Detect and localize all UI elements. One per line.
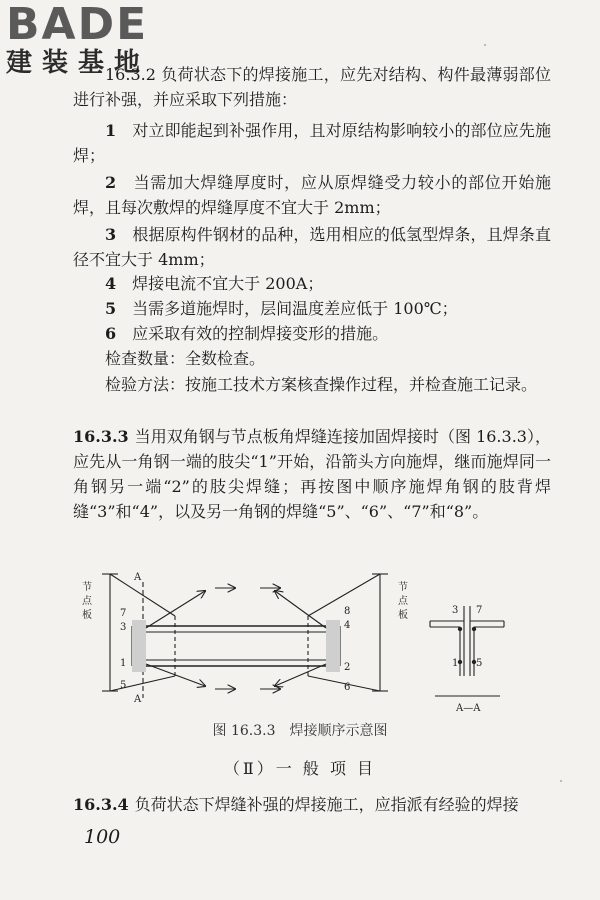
page-number: 100 bbox=[84, 826, 121, 848]
item-text: 焊接电流不宜大于 200A； bbox=[132, 274, 324, 293]
weld-number: 6 bbox=[344, 682, 351, 693]
item-number: 6 bbox=[105, 324, 117, 343]
clause-16-3-2-intro: 16.3.2 负荷状态下的焊接施工，应先对结构、构件最薄弱部位进行补强，并应采取下列措施： bbox=[73, 65, 551, 109]
list-item bbox=[73, 118, 551, 168]
logo-subtitle: 建装基地 bbox=[6, 48, 151, 78]
clause-16-3-3 bbox=[73, 424, 551, 524]
item-number: 3 bbox=[105, 225, 117, 244]
list-item bbox=[73, 296, 551, 321]
item-number: 5 bbox=[105, 299, 117, 318]
weld-number: 2 bbox=[344, 662, 351, 673]
item-text: 根据原构件钢材的品种，选用相应的低氢型焊条，且焊条直径不宜大于 4mm； bbox=[73, 225, 551, 269]
weld-number: 8 bbox=[344, 606, 351, 617]
clause-16-3-4 bbox=[73, 792, 551, 817]
item-text: 应采取有效的控制焊接变形的措施。 bbox=[132, 324, 389, 343]
weld-number: 3 bbox=[452, 605, 459, 616]
clause-number: 16.3.3 bbox=[73, 427, 129, 446]
item-text: 当需多道施焊时，层间温度差应低于 100℃； bbox=[132, 299, 458, 318]
item-number: 1 bbox=[105, 121, 117, 140]
list-item bbox=[73, 170, 551, 220]
weld-number: 4 bbox=[344, 620, 351, 631]
weld-number: 1 bbox=[452, 658, 459, 669]
weld-number: 5 bbox=[120, 680, 127, 691]
item-number: 4 bbox=[105, 274, 117, 293]
item-text: 对立即能起到补强作用，且对原结构影响较小的部位应先施焊； bbox=[73, 121, 551, 165]
section-subheading: （Ⅱ）一 般 项 目 bbox=[223, 759, 377, 778]
weld-number: 7 bbox=[476, 605, 483, 616]
check-quantity: 检查数量：全数检查。 bbox=[105, 349, 266, 368]
section-label: A—A bbox=[456, 703, 481, 714]
clause-text: 负荷状态下焊缝补强的焊接施工，应指派有经验的焊接 bbox=[134, 795, 519, 814]
weld-number: 1 bbox=[120, 658, 127, 669]
logo-wordmark: BADE bbox=[6, 0, 149, 50]
weld-number: 3 bbox=[120, 622, 127, 633]
list-item bbox=[73, 321, 551, 346]
section-mark-bottom: A bbox=[134, 694, 142, 705]
check-method: 检验方法：按施工技术方案核查操作过程，并检查施工记录。 bbox=[105, 375, 538, 394]
weld-number: 5 bbox=[476, 658, 483, 669]
item-number: 2 bbox=[105, 173, 117, 192]
section-mark-top: A bbox=[134, 572, 142, 583]
list-item bbox=[73, 222, 551, 272]
left-plate-label: 节点板 bbox=[82, 582, 92, 621]
clause-number: 16.3.4 bbox=[73, 795, 129, 814]
figure-caption: 图 16.3.3 焊接顺序示意图 bbox=[212, 723, 388, 739]
item-text: 当需加大焊缝厚度时，应从原焊缝受力较小的部位开始施焊，且每次敷焊的焊缝厚度不宜大于 2mm； bbox=[73, 173, 551, 217]
list-item bbox=[73, 271, 551, 296]
weld-sequence-diagram bbox=[80, 566, 520, 716]
weld-sequence-figure bbox=[80, 566, 520, 720]
clause-text: 当用双角钢与节点板角焊缝连接加固焊接时（图 16.3.3），应先从一角钢一端的肢尖“1”开始，沿箭头方向施焊，继而施焊同一角钢另一端“2”的肢尖焊缝；再按图中顺序施焊角钢的肢背焊缝“3”和“4”，以及另一角钢的焊缝“5”、“6”、“7”和“8”。 bbox=[73, 427, 551, 521]
weld-number: 7 bbox=[120, 608, 127, 619]
right-plate-label: 节点板 bbox=[398, 582, 408, 621]
